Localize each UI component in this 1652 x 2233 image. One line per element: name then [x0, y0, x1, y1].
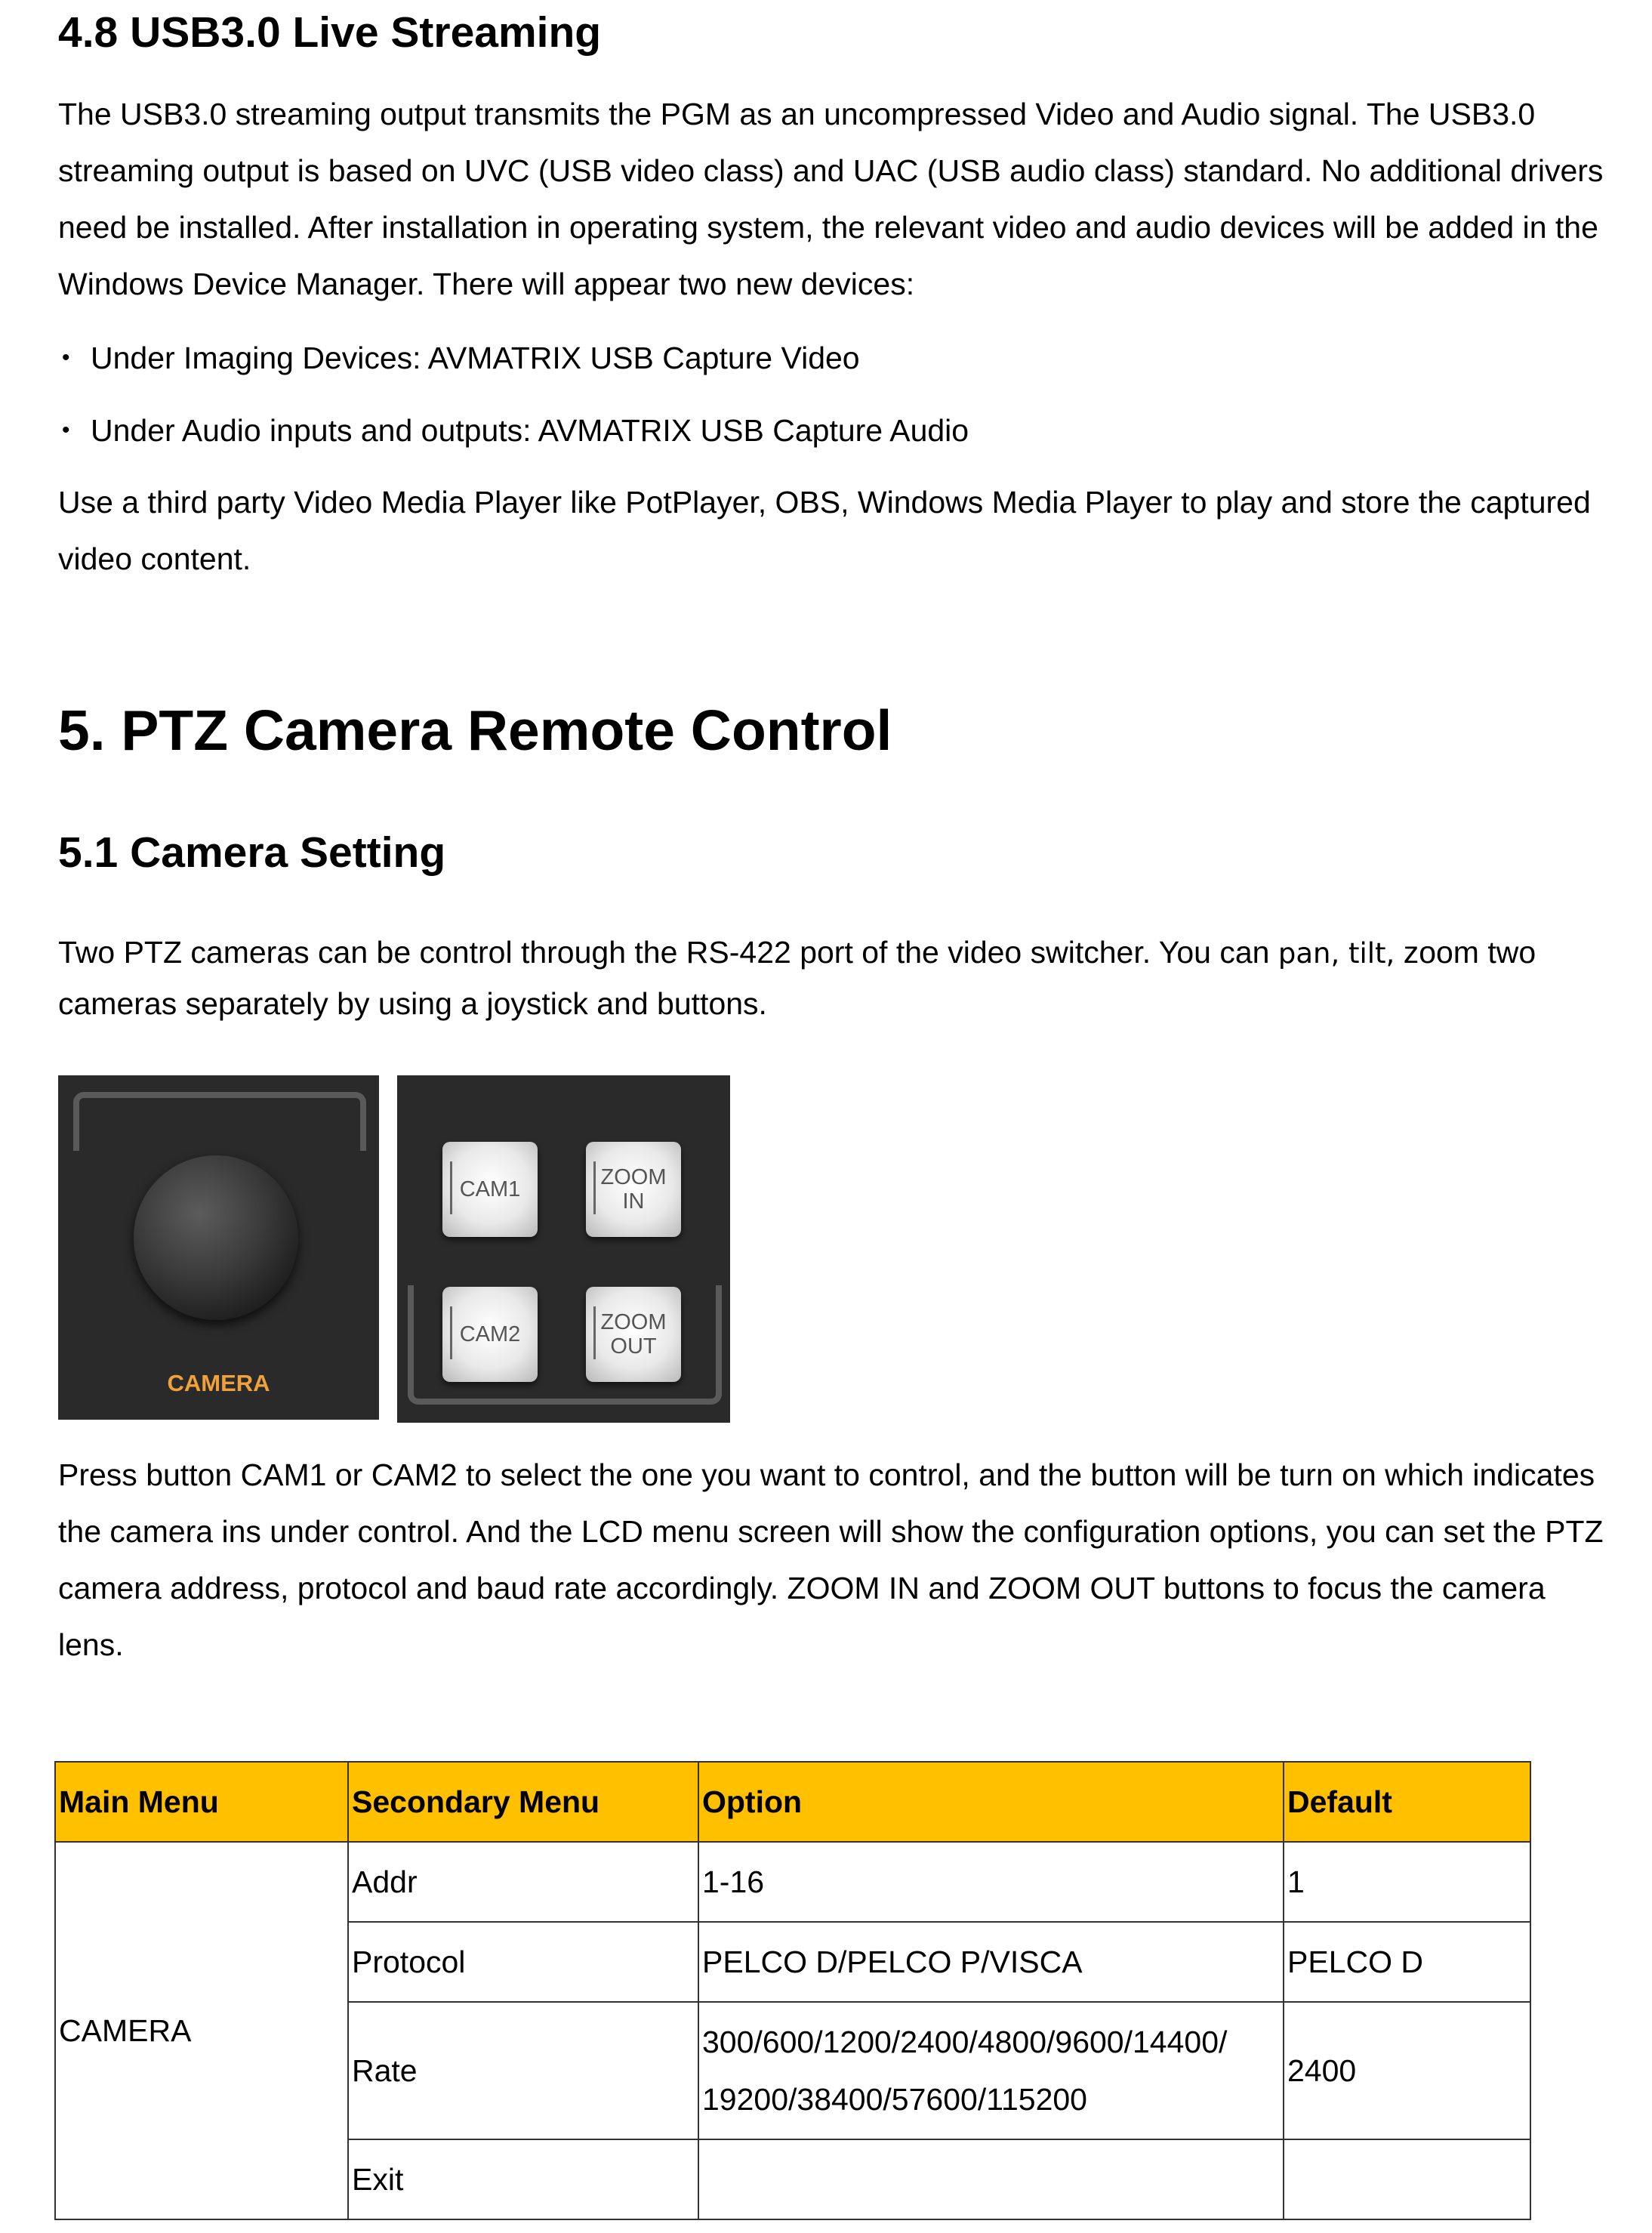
header-default: Default: [1284, 1762, 1530, 1842]
bullet-text: Under Imaging Devices: AVMATRIX USB Capture Video: [91, 341, 860, 375]
camera-control-description: Press button CAM1 or CAM2 to select the one you want to control, and the button will be turn on which indicates the camera ins under control. And the LCD menu screen will show the configuration options, you can set the PTZ camera address, protocol and baud rate accordingly. ZOOM IN and ZOOM OUT buttons to focus the camera lens.: [58, 1457, 1604, 1662]
joystick: [134, 1155, 298, 1320]
cam1-label: CAM1: [459, 1177, 521, 1201]
usb-streaming-outro: Use a third party Video Media Player like PotPlayer, OBS, Windows Media Player to play and store the captured video content.: [58, 485, 1591, 576]
rate-option-line1: 300/600/1200/2400/4800/9600/14400/: [702, 2025, 1228, 2059]
rate-option-line2: 19200/38400/57600/115200: [702, 2082, 1087, 2117]
joystick-photo: [58, 1075, 379, 1420]
intro-text-pan-tilt: pan, tilt,: [1278, 937, 1395, 970]
camera-setting-intro: [58, 927, 1613, 1029]
zoom-in-label: ZOOM IN: [600, 1165, 667, 1214]
list-item: [62, 335, 860, 381]
default-cell: 1: [1284, 1842, 1530, 1922]
panel-frame: [73, 1092, 366, 1151]
cam2-label: CAM2: [459, 1322, 521, 1346]
zoom-in-button: [586, 1142, 681, 1237]
cam2-button: [442, 1287, 538, 1382]
default-cell: PELCO D: [1284, 1922, 1530, 2002]
table-row: [55, 1842, 1530, 1922]
cam1-button: [442, 1142, 538, 1237]
secondary-cell: Protocol: [348, 1922, 698, 2002]
option-cell: [698, 2139, 1284, 2219]
header-secondary-menu: Secondary Menu: [348, 1762, 698, 1842]
intro-text-post: zoom two cameras separately by using a joystick and buttons.: [58, 935, 1536, 1021]
secondary-cell: Exit: [348, 2139, 698, 2219]
joystick-label: CAMERA: [167, 1370, 270, 1396]
section-5-1-heading: 5.1 Camera Setting: [58, 828, 446, 877]
default-cell: 2400: [1284, 2002, 1530, 2139]
bullet-icon: •: [62, 418, 70, 443]
bullet-icon: •: [62, 345, 70, 370]
section-4-8-heading: 4.8 USB3.0 Live Streaming: [58, 8, 602, 57]
camera-buttons-photo: [397, 1075, 730, 1423]
main-menu-cell: CAMERA: [55, 1842, 348, 2219]
camera-menu-table: [54, 1761, 1531, 2220]
option-cell: 1-16: [698, 1842, 1284, 1922]
zoom-out-button: [586, 1287, 681, 1382]
zoom-out-label: ZOOM OUT: [600, 1310, 667, 1359]
section-5-heading: 5. PTZ Camera Remote Control: [58, 699, 892, 762]
option-cell: [698, 2002, 1284, 2139]
header-option: Option: [698, 1762, 1284, 1842]
usb-streaming-intro: The USB3.0 streaming output transmits the PGM as an uncompressed Video and Audio signal. The USB3.0 streaming output is based on UVC (USB video class) and UAC (USB audio class) standard. No additional drivers need be installed. After installation in operating system, the relevant video and audio devices will be added in the Windows Device Manager. There will appear two new devices:: [58, 97, 1604, 301]
secondary-cell: Rate: [348, 2002, 698, 2139]
table-header-row: [55, 1762, 1530, 1842]
bullet-text: Under Audio inputs and outputs: AVMATRIX USB Capture Audio: [91, 413, 969, 448]
option-cell: PELCO D/PELCO P/VISCA: [698, 1922, 1284, 2002]
list-item: [62, 408, 969, 453]
default-cell: [1284, 2139, 1530, 2219]
secondary-cell: Addr: [348, 1842, 698, 1922]
header-main-menu: Main Menu: [55, 1762, 348, 1842]
intro-text-pre: Two PTZ cameras can be control through the RS-422 port of the video switcher. You can: [58, 935, 1278, 970]
